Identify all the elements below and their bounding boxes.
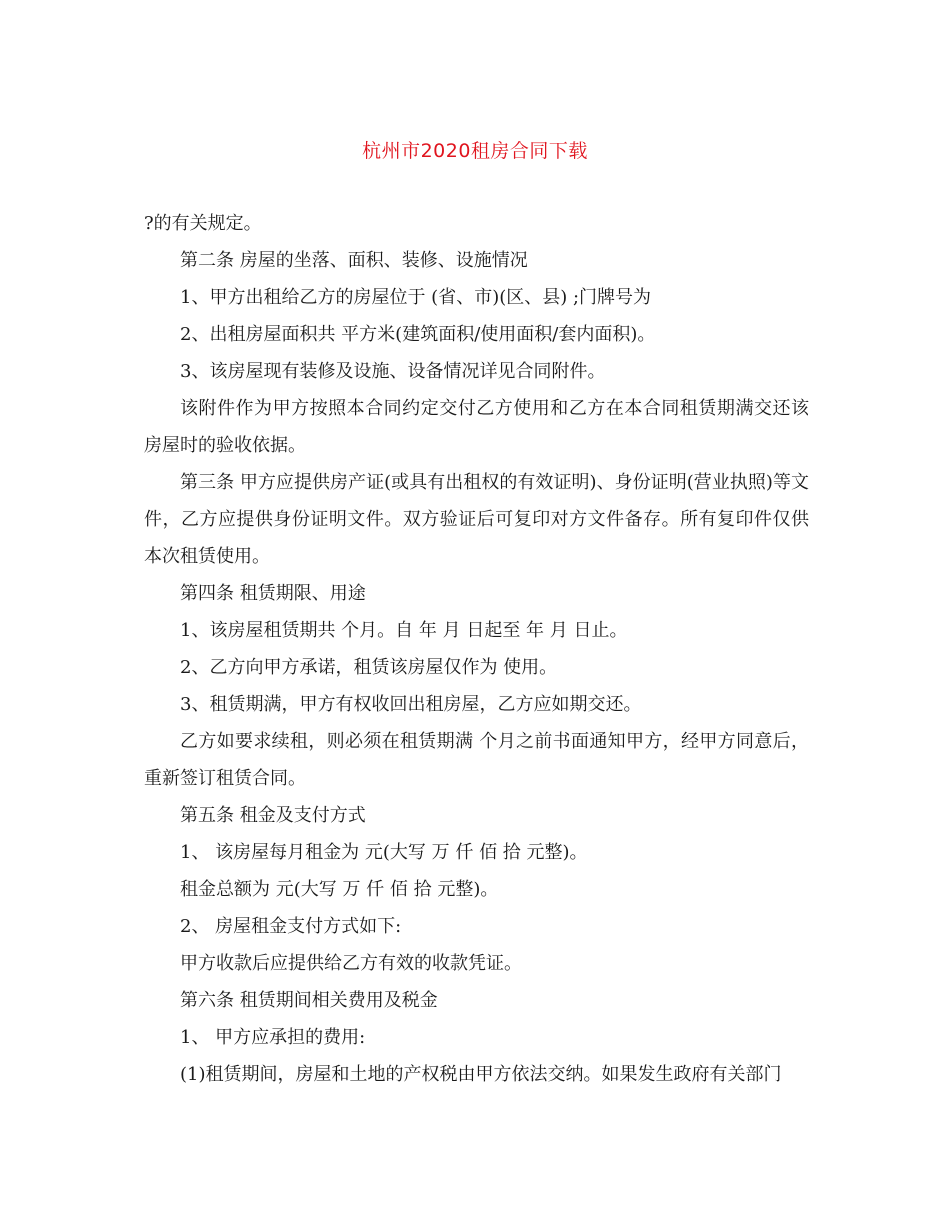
paragraph: 1、该房屋租赁期共 个月。自 年 月 日起至 年 月 日止。 xyxy=(180,620,628,641)
paragraph: 该附件作为甲方按照本合同约定交付乙方使用和乙方在本合同租赁期满交还该房屋时的验收依据。 xyxy=(144,398,809,456)
article-heading: 第六条 租赁期间相关费用及税金 xyxy=(180,990,438,1011)
paragraph: 租金总额为 元(大写 万 仟 佰 拾 元整)。 xyxy=(180,879,499,900)
paragraph: 1、 甲方应承担的费用: xyxy=(180,1027,366,1048)
paragraph: 2、乙方向甲方承诺，租赁该房屋仅作为 使用。 xyxy=(180,657,558,678)
paragraph: 2、出租房屋面积共 平方米(建筑面积/使用面积/套内面积)。 xyxy=(180,324,656,345)
document-body xyxy=(144,205,809,1093)
paragraph: 1、甲方出租给乙方的房屋位于 (省、市)(区、县) ;门牌号为 xyxy=(180,287,652,308)
paragraph: 甲方收款后应提供给乙方有效的收款凭证。 xyxy=(180,953,522,974)
article-heading: 第五条 租金及支付方式 xyxy=(180,805,366,826)
paragraph: 2、 房屋租金支付方式如下: xyxy=(180,916,402,937)
article-heading: 第三条 甲方应提供房产证(或具有出租权的有效证明)、身份证明(营业执照)等文件，乙方应提供身份证明文件。双方验证后可复印对方文件备存。所有复印件仅供本次租赁使用。 xyxy=(144,472,809,567)
article-heading: 第二条 房屋的坐落、面积、装修、设施情况 xyxy=(180,250,528,271)
paragraph: ?的有关规定。 xyxy=(144,213,262,234)
paragraph: 3、该房屋现有装修及设施、设备情况详见合同附件。 xyxy=(180,361,606,382)
article-heading: 第四条 租赁期限、用途 xyxy=(180,583,366,604)
document-title: 杭州市2020租房合同下载 xyxy=(362,140,588,162)
paragraph: 1、 该房屋每月租金为 元(大写 万 仟 佰 拾 元整)。 xyxy=(180,842,588,863)
paragraph: 乙方如要求续租，则必须在租赁期满 个月之前书面通知甲方，经甲方同意后，重新签订租赁合同。 xyxy=(144,731,809,789)
paragraph: 3、租赁期满，甲方有权收回出租房屋，乙方应如期交还。 xyxy=(180,694,642,715)
paragraph: (1)租赁期间，房屋和土地的产权税由甲方依法交纳。如果发生政府有关部门 xyxy=(180,1064,782,1085)
